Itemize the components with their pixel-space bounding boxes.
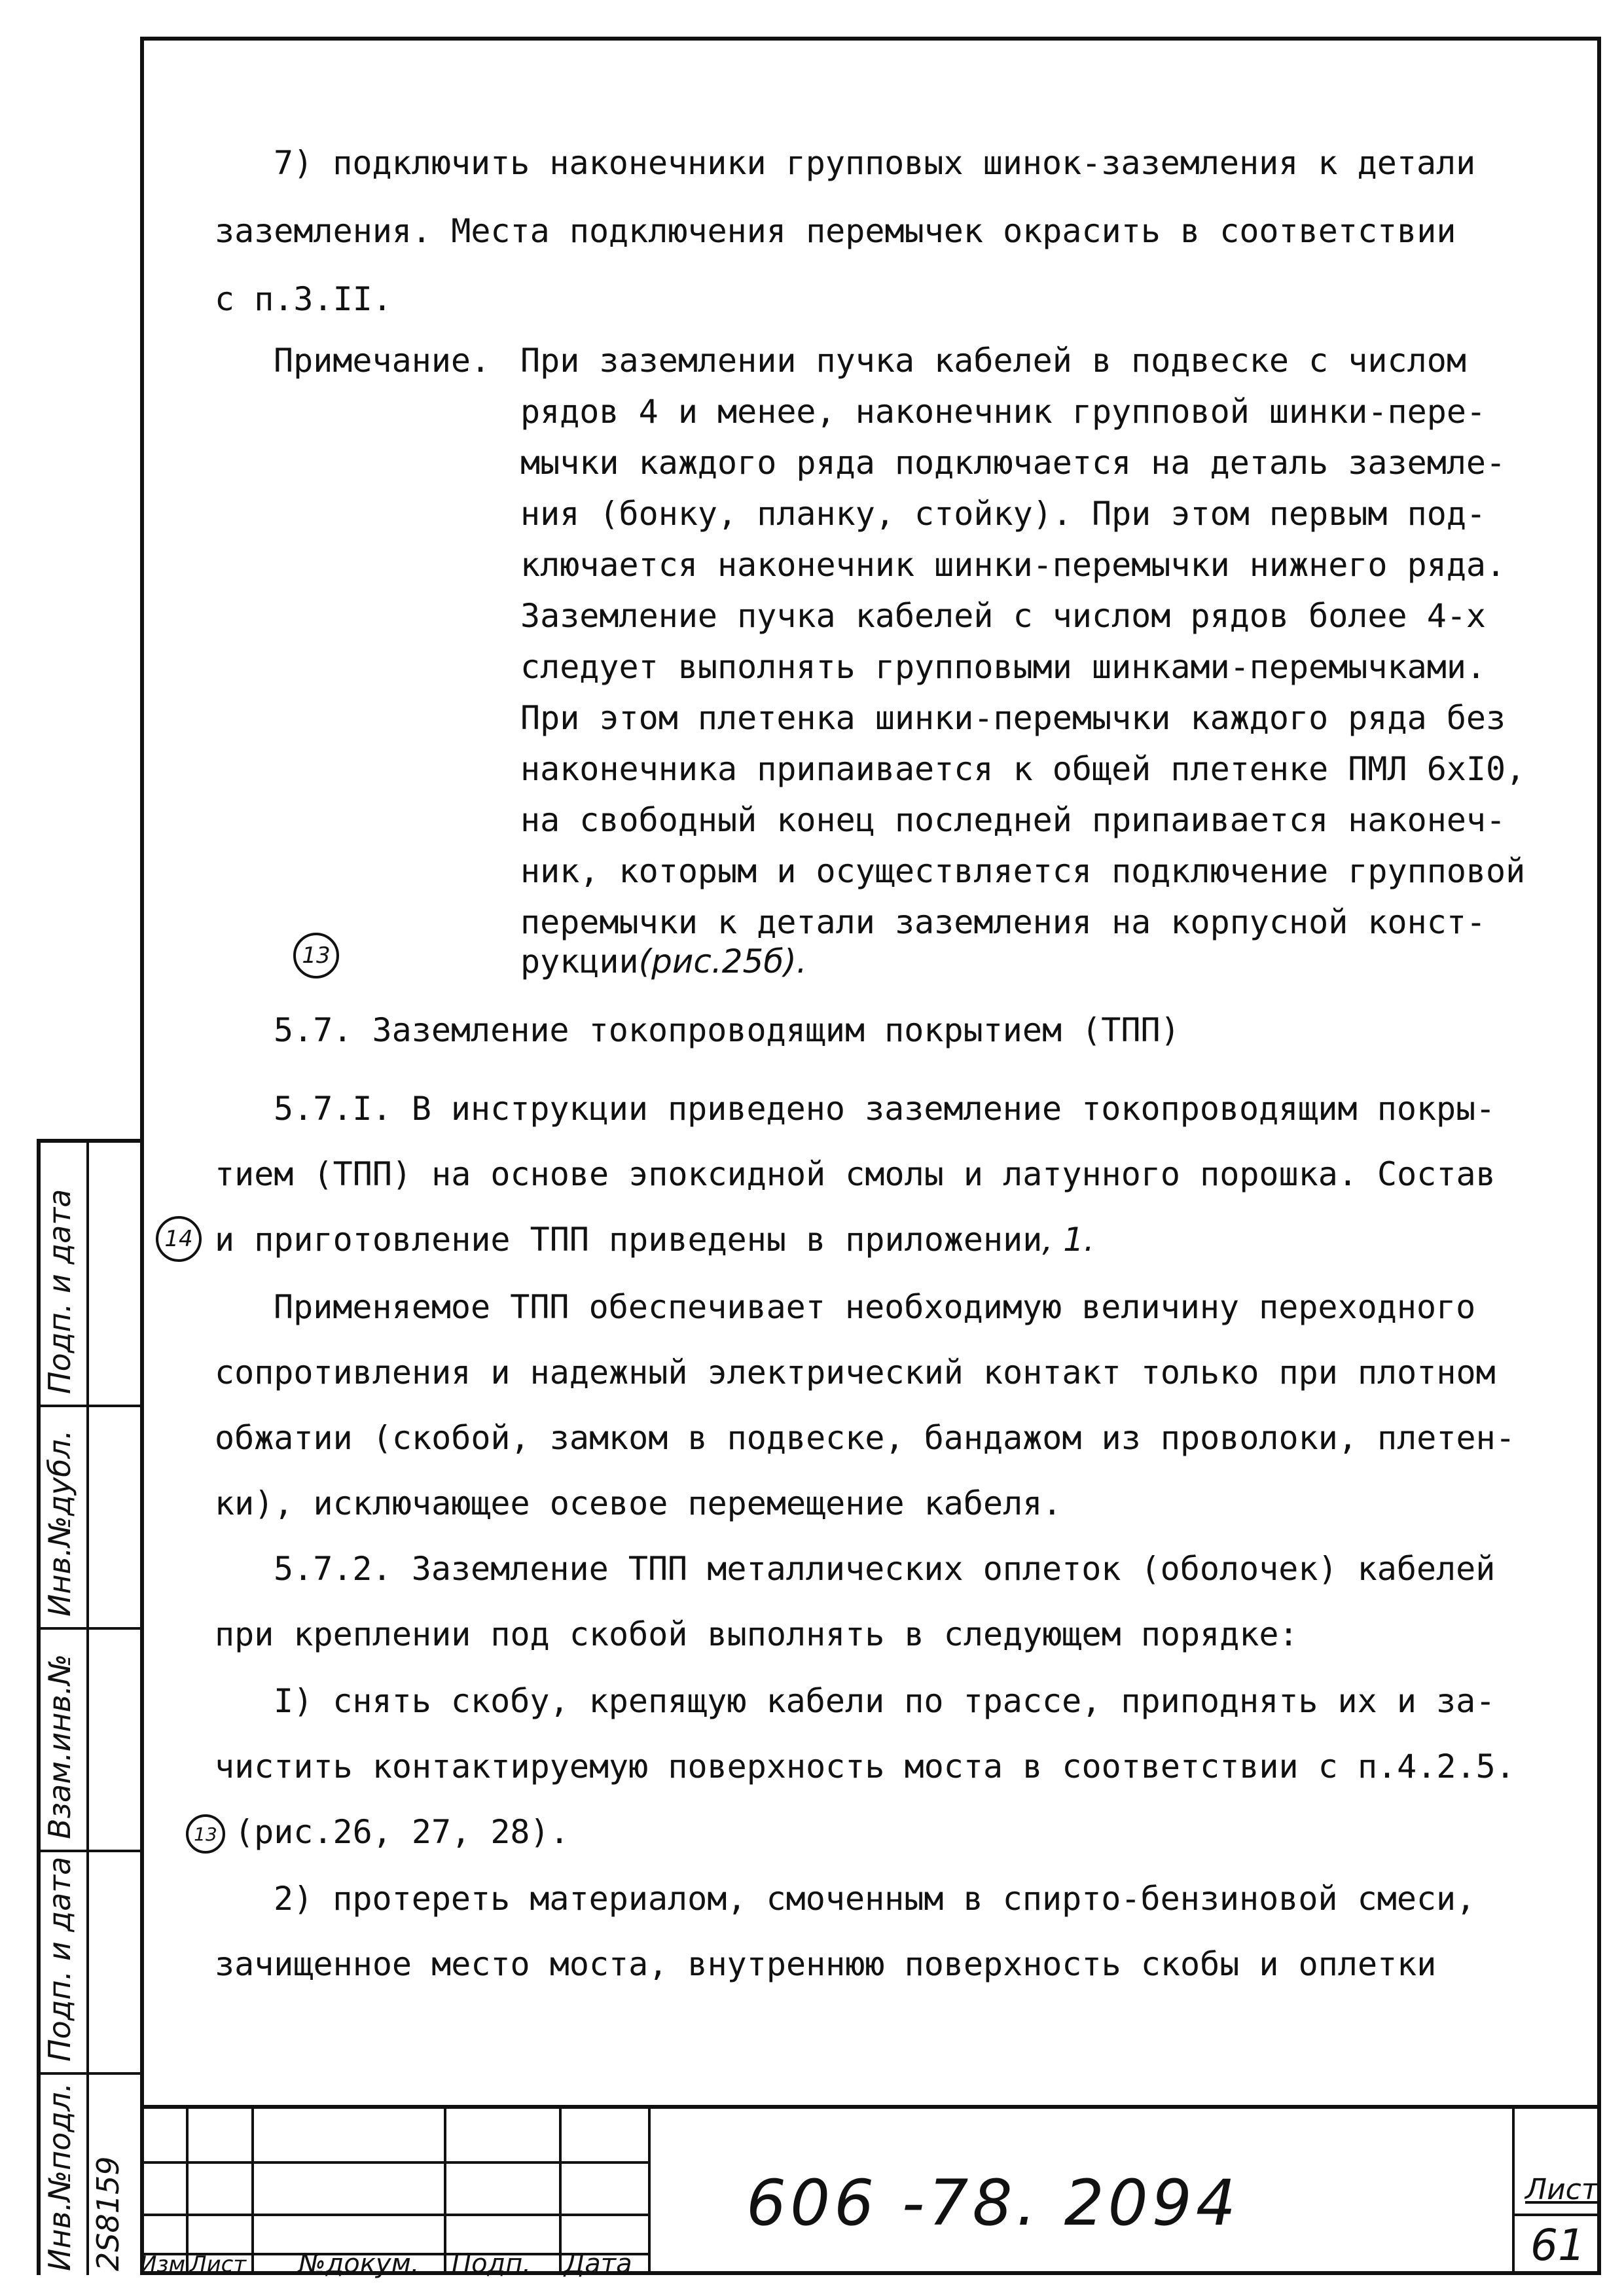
section-5-7-heading: 5.7. Заземление токопроводящим покрытием (ТПП) xyxy=(274,1011,1180,1049)
note-label: Примечание. xyxy=(274,342,491,380)
note-line-13 xyxy=(520,942,807,980)
applied-tpp-line-2: сопротивления и надежный электрический контакт только при плотном xyxy=(215,1354,1496,1391)
tb-col-list: Лист xyxy=(190,2251,247,2278)
tb-col-doc: №докум. xyxy=(298,2249,420,2279)
tb-col-izm: Изм xyxy=(140,2251,186,2278)
side-divider xyxy=(86,1143,89,2275)
applied-tpp-line-4: ки), исключающее осевое перемещение кабеля. xyxy=(215,1484,1062,1522)
applied-tpp-line-3: обжатии (скобой, замком в подвеске, бандажом из проволоки, плетен- xyxy=(215,1419,1515,1457)
note-line-3: мычки каждого ряда подключается на деталь заземле- xyxy=(520,444,1506,482)
note-line-2: рядов 4 и менее, наконечник групповой шинки-пере- xyxy=(520,393,1487,431)
side-row-3 xyxy=(41,1850,140,1852)
note-line-13-text: рукции xyxy=(520,942,639,980)
margin-mark-13-top: 13 xyxy=(293,933,339,978)
margin-mark-14: 14 xyxy=(156,1216,202,1262)
side-row-4 xyxy=(41,2072,140,2075)
sheet-label: Лист xyxy=(1525,2173,1598,2206)
note-line-9: наконечника припаивается к общей плетенке ПМЛ 6хI0, xyxy=(520,750,1526,788)
item-2-line-2: зачищенное место моста, внутреннюю поверхность скобы и оплетки xyxy=(215,1945,1437,1983)
note-line-10: на свободный конец последней припаивается наконеч- xyxy=(520,801,1506,839)
section-5-7-1-line-2: тием (ТПП) на основе эпоксидной смолы и латунного порошка. Состав xyxy=(215,1155,1496,1193)
section-5-7-1-line-3 xyxy=(215,1221,1094,1259)
note-line-4: ния (бонку, планку, стойку). При этом первым под- xyxy=(520,495,1487,533)
appendix-handwritten-ref: , 1. xyxy=(1042,1221,1094,1259)
side-podp-data-bottom: Подп. и дата xyxy=(42,1856,77,2062)
item-1-line-3: (рис.26, 27, 28). xyxy=(234,1813,569,1851)
side-inv-podl-value: 2Ѕ8159 xyxy=(90,2156,126,2271)
side-vzam-inv: Взам.инв.№ xyxy=(42,1653,77,1839)
tb-row-sheet xyxy=(1512,2214,1601,2216)
document-number: 606 -78. 2094 xyxy=(746,2166,1240,2240)
tb-col-data: Дата xyxy=(564,2249,632,2279)
side-podp-data-top: Подп. и дата xyxy=(42,1189,77,1394)
note-line-5: ключается наконечник шинки-перемычки нижнего ряда. xyxy=(520,546,1506,584)
tb-col-4 xyxy=(559,2109,562,2275)
para-7-line-2: заземления. Места подключения перемычек окрасить в соответствии xyxy=(215,212,1456,250)
section-5-7-2-line-1: 5.7.2. Заземление ТПП металлических оплеток (оболочек) кабелей xyxy=(274,1550,1496,1588)
applied-tpp-line-1: Применяемое ТПП обеспечивает необходимую величину переходного xyxy=(274,1288,1476,1326)
section-5-7-1-line-1: 5.7.I. В инструкции приведено заземление токопроводящим покры- xyxy=(274,1090,1496,1128)
tb-row-2 xyxy=(140,2214,648,2216)
para-7-line-1: 7) подключить наконечники групповых шинок-заземления к детали xyxy=(274,144,1476,182)
para-7-line-3: с п.3.II. xyxy=(215,280,392,318)
side-inv-dubl: Инв.№дубл. xyxy=(42,1429,77,1617)
tb-col-2 xyxy=(251,2109,254,2275)
tb-col-6 xyxy=(1512,2109,1515,2275)
sheet-number: 61 xyxy=(1530,2220,1585,2270)
note-line-7: следует выполнять групповыми шинками-перемычками. xyxy=(520,648,1487,686)
note-handwritten-ref: (рис.25б). xyxy=(638,942,807,980)
note-line-8: При этом плетенка шинки-перемычки каждого ряда без xyxy=(520,699,1506,737)
side-row-2 xyxy=(41,1627,140,1630)
side-inv-podl: Инв.№подл. xyxy=(42,2082,77,2271)
tb-col-3 xyxy=(444,2109,446,2275)
tb-col-1 xyxy=(186,2109,189,2275)
side-row-1 xyxy=(41,1405,140,1407)
tb-col-5 xyxy=(648,2109,651,2275)
tb-col-podp: Подп. xyxy=(452,2249,532,2279)
margin-mark-13-bottom: 13 xyxy=(186,1814,225,1854)
item-1-line-2: чистить контактируемую поверхность моста в соответствии с п.4.2.5. xyxy=(215,1748,1515,1785)
tb-row-1 xyxy=(140,2161,648,2164)
note-line-1: При заземлении пучка кабелей в подвеске с числом xyxy=(520,342,1466,380)
note-line-11: ник, которым и осуществляется подключение групповой xyxy=(520,852,1526,890)
section-5-7-2-line-2: при креплении под скобой выполнять в следующем порядке: xyxy=(215,1615,1299,1653)
note-line-12: перемычки к детали заземления на корпусной конст- xyxy=(520,903,1487,941)
item-2-line-1: 2) протереть материалом, смоченным в спирто-бензиновой смеси, xyxy=(274,1880,1476,1918)
section-5-7-1-line-3-text: и приготовление ТПП приведены в приложении xyxy=(215,1221,1043,1259)
note-line-6: Заземление пучка кабелей с числом рядов более 4-х xyxy=(520,597,1487,635)
item-1-line-1: I) снять скобу, крепящую кабели по трассе, приподнять их и за- xyxy=(274,1682,1496,1720)
